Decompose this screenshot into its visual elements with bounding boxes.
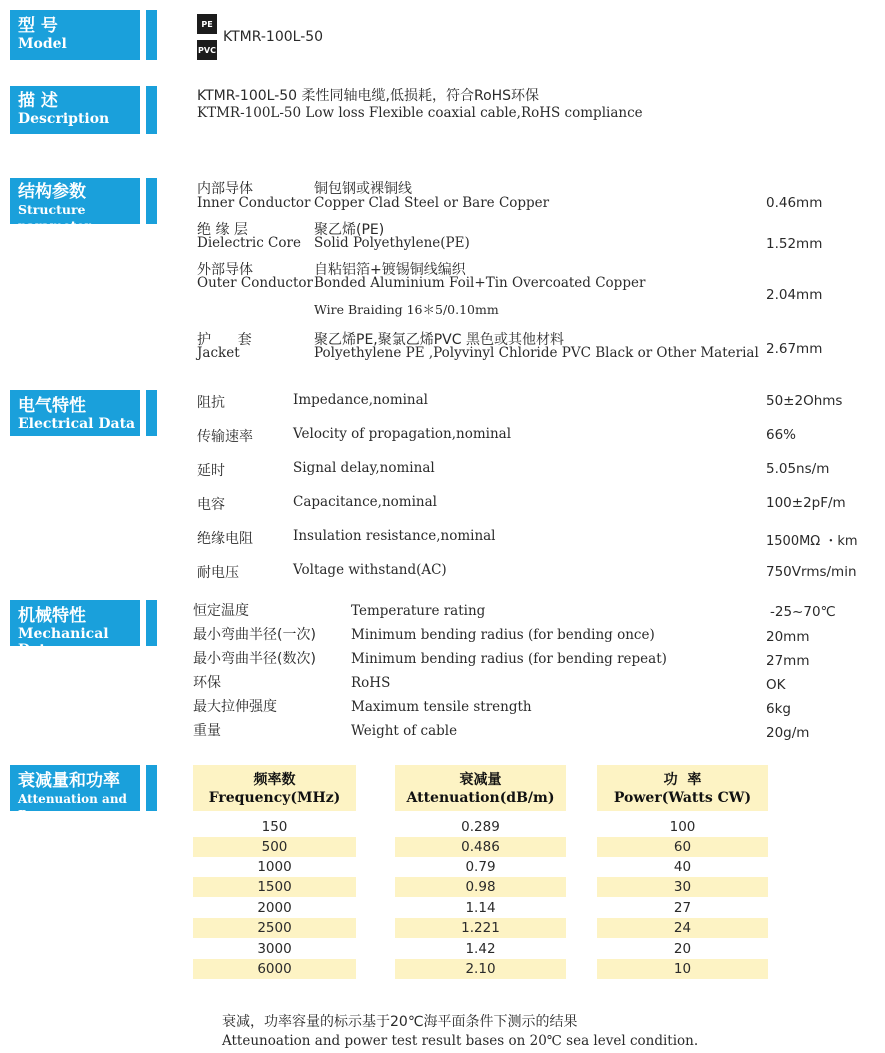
table-row <box>0 898 885 918</box>
mechanical-row-cn: 最小弯曲半径(一次) <box>193 627 316 643</box>
electrical-row-cn: 传输速率 <box>197 429 253 445</box>
mechanical-row-value: 6kg <box>766 701 791 717</box>
power-cell: 20 <box>673 941 692 957</box>
frequency-cell: 3000 <box>257 941 292 957</box>
model-name: KTMR-100L-50 <box>223 29 324 45</box>
attenuation-column-header <box>395 765 566 811</box>
power-cell: 10 <box>597 959 768 979</box>
outer-label-cn: 外部导体 <box>197 262 253 278</box>
structure-header-bar <box>146 178 157 224</box>
outer-desc-cn: 自粘铝箔+镀锡铜线编织 <box>314 262 466 278</box>
power-cell: 27 <box>673 900 692 916</box>
outer-desc-en: Bonded Aluminium Foil+Tin Overcoated Copper <box>314 275 646 291</box>
note-cn: 衰减，功率容量的标示基于20℃海平面条件下测示的结果 <box>222 1014 578 1030</box>
mechanical-header <box>10 600 140 658</box>
electrical-row-value: 66% <box>766 427 797 443</box>
note-en: Atteunoation and power test result bases on 20℃ sea level condition. <box>222 1033 699 1049</box>
mechanical-row-cn: 恒定温度 <box>193 603 249 619</box>
electrical-row-value: 100±2pF/m <box>766 495 846 511</box>
model-header-en: Model <box>18 36 67 52</box>
attenuation-column-cn: 衰减量 <box>459 772 502 788</box>
outer-value: 2.04mm <box>766 287 823 303</box>
electrical-row-cn: 耐电压 <box>197 565 239 581</box>
description-header <box>10 86 140 134</box>
outer-desc-en2: Wire Braiding 16＊5/0.10mm <box>314 302 499 317</box>
attenuation-header-bar <box>146 765 157 811</box>
frequency-cell: 150 <box>261 819 288 835</box>
attenuation-cell: 0.486 <box>395 837 566 857</box>
jacket-desc-en: Polyethylene PE ,Polyvinyl Chloride PVC Black or Other Material <box>314 345 759 361</box>
mechanical-row-value: 20g/m <box>766 725 810 741</box>
pe-badge-icon: PE <box>197 14 217 34</box>
attenuation-header <box>10 765 140 822</box>
mechanical-row-en: RoHS <box>351 675 391 691</box>
electrical-row-cn: 延时 <box>197 463 225 479</box>
power-cell: 30 <box>597 877 768 897</box>
power-column-header <box>597 765 768 811</box>
electrical-row-value: 750Vrms/min <box>766 564 857 580</box>
attenuation-header-en: Attenuation and Power <box>18 792 127 822</box>
electrical-row-en: Insulation resistance,nominal <box>293 528 496 544</box>
table-row <box>0 939 885 959</box>
power-cell: 40 <box>673 859 692 875</box>
electrical-row-cn: 电容 <box>197 497 225 513</box>
table-row <box>0 959 885 979</box>
mechanical-row-cn: 环保 <box>193 675 221 691</box>
frequency-cell: 1000 <box>257 859 292 875</box>
electrical-row-en: Voltage withstand(AC) <box>293 562 447 578</box>
frequency-cell: 2500 <box>193 918 356 938</box>
table-row <box>0 837 885 857</box>
mechanical-row-value: OK <box>766 677 786 693</box>
attenuation-cell: 1.42 <box>465 941 496 957</box>
power-column-cn: 功 率 <box>663 772 702 788</box>
pvc-badge-icon: PVC <box>197 40 217 60</box>
model-header-bar <box>146 10 157 60</box>
electrical-header-cn: 电气特性 <box>18 396 86 416</box>
inner-label-en: Inner Conductor <box>197 195 311 211</box>
power-cell: 60 <box>597 837 768 857</box>
attenuation-cell: 0.79 <box>465 859 496 875</box>
inner-label-cn: 内部导体 <box>197 181 253 197</box>
frequency-cell: 6000 <box>193 959 356 979</box>
mechanical-row-cn: 重量 <box>193 723 221 739</box>
power-column-en: Power(Watts CW) <box>613 790 752 806</box>
mechanical-header-cn: 机械特性 <box>18 606 86 626</box>
dielectric-value: 1.52mm <box>766 236 823 252</box>
table-row <box>0 857 885 877</box>
description-line-cn: KTMR-100L-50 柔性同轴电缆,低损耗，符合RoHS环保 <box>197 88 540 104</box>
structure-header-cn: 结构参数 <box>18 182 86 202</box>
attenuation-header-cn: 衰减量和功率 <box>18 771 120 791</box>
electrical-row-cn: 阻抗 <box>197 395 225 411</box>
dielectric-desc-cn: 聚乙烯(PE) <box>314 222 385 238</box>
electrical-row-value: 50±2Ohms <box>766 393 843 409</box>
model-header <box>10 10 140 60</box>
mechanical-header-bar <box>146 600 157 646</box>
electrical-header <box>10 390 140 436</box>
description-header-cn: 描 述 <box>18 91 58 111</box>
mechanical-row-en: Weight of cable <box>351 723 458 739</box>
mechanical-row-value: 27mm <box>766 653 810 669</box>
power-cell: 24 <box>597 918 768 938</box>
attenuation-cell: 2.10 <box>395 959 566 979</box>
description-header-en: Description <box>18 111 110 127</box>
outer-label-en: Outer Conductor <box>197 275 313 291</box>
mechanical-header-en: Mechanical Data <box>18 626 109 658</box>
mechanical-row-value: -25~70℃ <box>770 604 836 620</box>
jacket-desc-cn: 聚乙烯PE,聚氯乙烯PVC 黑色或其他材料 <box>314 332 564 348</box>
frequency-cell: 1500 <box>193 877 356 897</box>
jacket-label-en: Jacket <box>197 345 240 361</box>
electrical-row-en: Velocity of propagation,nominal <box>293 426 512 442</box>
inner-desc-cn: 铜包钢或裸铜线 <box>314 181 412 197</box>
attenuation-cell: 0.98 <box>395 877 566 897</box>
frequency-column-en: Frequency(MHz) <box>208 790 341 806</box>
attenuation-column-en: Attenuation(dB/m) <box>406 790 555 806</box>
electrical-header-bar <box>146 390 157 436</box>
electrical-row-value: 5.05ns/m <box>766 461 830 477</box>
model-header-cn: 型 号 <box>18 16 58 36</box>
mechanical-row-en: Minimum bending radius (for bending once) <box>351 627 655 643</box>
mechanical-row-cn: 最大拉伸强度 <box>193 699 277 715</box>
jacket-value: 2.67mm <box>766 341 823 357</box>
electrical-row-en: Signal delay,nominal <box>293 460 435 476</box>
electrical-row-value: 1500MΩ ・km <box>766 534 858 549</box>
electrical-header-en: Electrical Data <box>18 416 136 432</box>
mechanical-row-value: 20mm <box>766 629 810 645</box>
inner-desc-en: Copper Clad Steel or Bare Copper <box>314 195 550 211</box>
electrical-row-en: Capacitance,nominal <box>293 494 437 510</box>
table-row <box>0 918 885 938</box>
mechanical-row-en: Maximum tensile strength <box>351 699 532 715</box>
description-line-en: KTMR-100L-50 Low loss Flexible coaxial cable,RoHS compliance <box>197 105 643 121</box>
jacket-label-cn: 护 套 <box>197 332 252 348</box>
structure-header <box>10 178 140 233</box>
electrical-row-en: Impedance,nominal <box>293 392 428 408</box>
description-header-bar <box>146 86 157 134</box>
frequency-cell: 500 <box>193 837 356 857</box>
dielectric-label-cn: 绝 缘 层 <box>197 222 248 238</box>
power-cell: 100 <box>669 819 696 835</box>
mechanical-row-en: Temperature rating <box>351 603 486 619</box>
table-row <box>0 877 885 897</box>
dielectric-desc-en: Solid Polyethylene(PE) <box>314 235 470 251</box>
frequency-cell: 2000 <box>257 900 292 916</box>
mechanical-row-cn: 最小弯曲半径(数次) <box>193 651 316 667</box>
frequency-column-header <box>193 765 356 811</box>
dielectric-label-en: Dielectric Core <box>197 235 301 251</box>
table-row <box>0 817 885 837</box>
mechanical-row-en: Minimum bending radius (for bending repeat) <box>351 651 667 667</box>
inner-value: 0.46mm <box>766 195 823 211</box>
attenuation-cell: 1.221 <box>395 918 566 938</box>
frequency-column-cn: 频率数 <box>253 772 296 788</box>
structure-header-en: Structure parameter <box>18 202 92 233</box>
attenuation-cell: 1.14 <box>465 900 496 916</box>
electrical-row-cn: 绝缘电阻 <box>197 531 253 547</box>
attenuation-cell: 0.289 <box>461 819 500 835</box>
